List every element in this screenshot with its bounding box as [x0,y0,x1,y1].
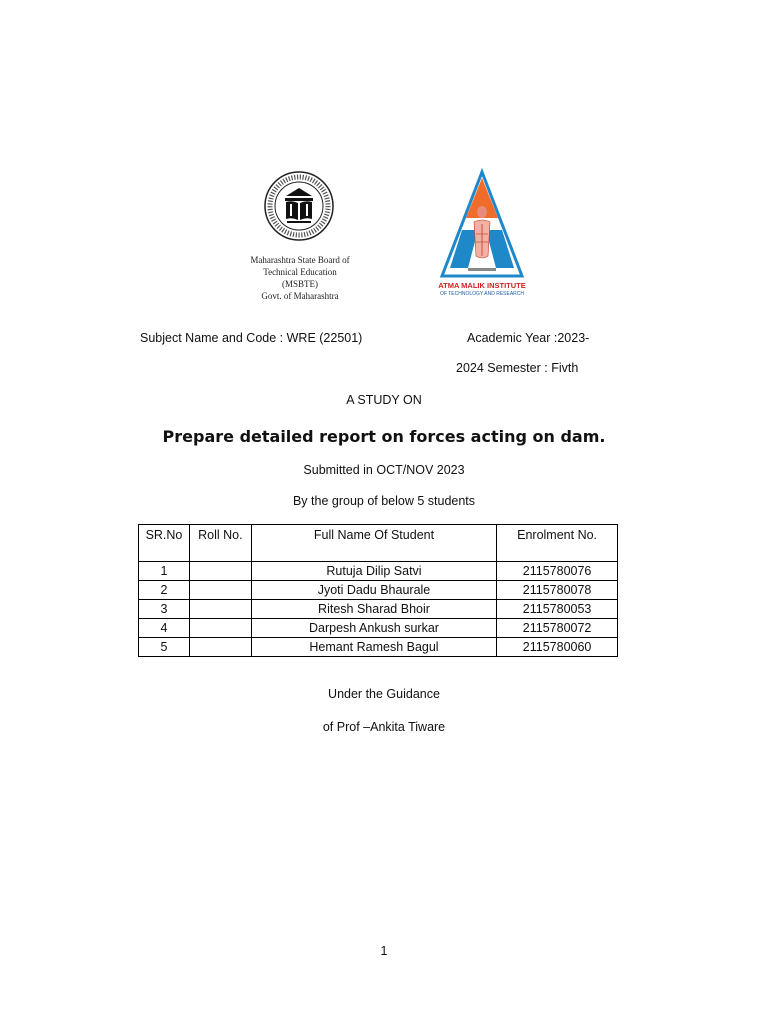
submitted-line: Submitted in OCT/NOV 2023 [303,463,465,477]
cell-sr: 3 [139,600,190,619]
study-on-label: A STUDY ON [346,393,422,407]
cell-name: Hemant Ramesh Bagul [251,638,496,657]
group-line: By the group of below 5 students [292,494,476,508]
msbte-caption-line: (MSBTE) [282,279,318,289]
table-row [139,562,618,581]
msbte-logo [246,168,354,310]
cell-name: Rutuja Dilip Satvi [251,562,496,581]
cell-sr: 4 [139,619,190,638]
msbte-caption [246,254,354,302]
cell-roll [189,619,251,638]
msbte-seal-icon [264,168,334,248]
guidance-line: Under the Guidance [328,687,440,701]
header-enrolment-no: Enrolment No. [497,525,618,562]
cell-roll [189,638,251,657]
header-full-name: Full Name Of Student [251,525,496,562]
institute-tagline: OF TECHNOLOGY AND RESEARCH [440,291,524,297]
cell-sr: 1 [139,562,190,581]
table-row [139,619,618,638]
cell-enrolment: 2115780053 [497,600,618,619]
cell-enrolment: 2115780060 [497,638,618,657]
cell-name: Ritesh Sharad Bhoir [251,600,496,619]
academic-year-line: Academic Year :2023- [467,331,590,345]
table-row [139,600,618,619]
msbte-caption-line: Maharashtra State Board of [250,255,350,265]
header-sr-no: SR.No [139,525,190,562]
cell-roll [189,581,251,600]
table-row [139,581,618,600]
cell-sr: 2 [139,581,190,600]
guide-name-line: of Prof –Ankita Tiware [322,720,446,734]
table-header-row [139,525,618,562]
msbte-caption-line: Govt. of Maharashtra [261,291,339,301]
cell-sr: 5 [139,638,190,657]
page-number: 1 [380,944,388,958]
cell-enrolment: 2115780078 [497,581,618,600]
msbte-caption-line: Technical Education [263,267,337,277]
report-title: Prepare detailed report on forces acting on dam. [162,427,606,446]
cell-roll [189,562,251,581]
cell-enrolment: 2115780076 [497,562,618,581]
students-table [138,524,618,657]
cell-name: Darpesh Ankush surkar [251,619,496,638]
table-row [139,638,618,657]
header-roll-no: Roll No. [189,525,251,562]
semester-line: 2024 Semester : Fivth [456,361,579,375]
institute-logo [438,168,526,304]
cell-roll [189,600,251,619]
cell-enrolment: 2115780072 [497,619,618,638]
cell-name: Jyoti Dadu Bhaurale [251,581,496,600]
subject-line: Subject Name and Code : WRE (22501) [140,331,363,345]
institute-name: ATMA MALIK INSTITUTE [438,281,526,290]
